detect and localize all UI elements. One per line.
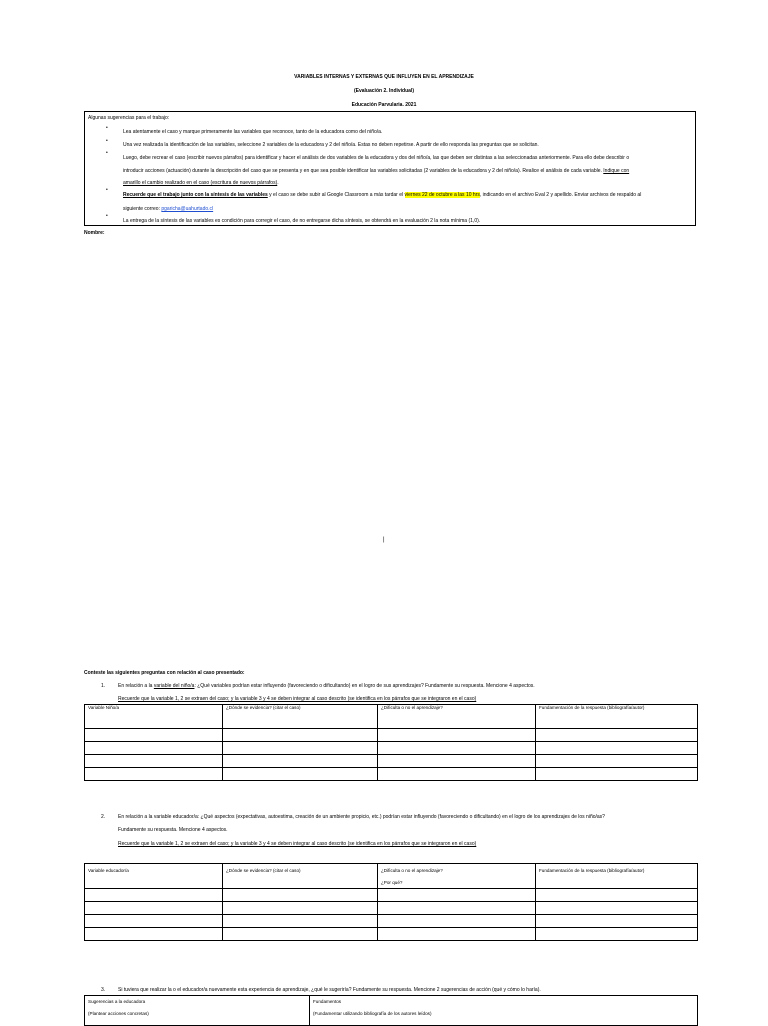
table-row [85,755,698,768]
q1-reminder: Recuerde que la variable 1, 2 se extraen del caso; y la variable 3 y 4 se deben integrar al caso descrito (se identifica en los párrafos que se integraron en el caso) [118,696,477,702]
table-row [85,768,698,781]
q2-reminder: Recuerde que la variable 1, 2 se extraen del caso; y la variable 3 y 4 se deben integrar al caso descrito (se identifica en los párrafos que se integraron en el caso) [118,841,477,847]
table-header-sub: (Fundamentar utilizando bibliografía de los autores leídos) [313,1010,432,1016]
table-header-text-2: ¿Por qué? [381,879,403,885]
table-cell[interactable] [378,902,536,915]
bullet-icon: • [106,138,108,144]
q1-table [84,704,698,781]
document-subtitle: (Evaluación 2. Individual) [353,88,414,94]
table-header-fundamentos [310,996,698,1026]
suggestion-item-3c-underline: amarillo el cambio realizado en el caso (escritura de nuevos párrafos) [123,180,278,186]
table-cell[interactable] [536,889,698,902]
table-cell[interactable] [378,742,536,755]
table-cell[interactable] [223,768,378,781]
table-cell[interactable] [85,755,223,768]
q3-table [84,995,698,1026]
table-cell[interactable] [85,915,223,928]
table-cell[interactable] [378,768,536,781]
table-cell[interactable] [223,928,378,941]
table-cell[interactable] [378,915,536,928]
q1-text-b: : ¿Qué variables podrían estar influyendo (favoreciendo o dificultando) en el logro de sus aprendizajes? Fundamente su respuesta. Mencione 4 aspectos. [194,683,535,689]
suggestion-item-4 [123,192,693,198]
table-header: Fundamentación de la respuesta (bibliografía/autor) [536,864,698,889]
deadline-highlight: viernes 22 de octubre a las 10 hrs [404,192,480,198]
table-cell[interactable] [85,768,223,781]
q1-text [118,683,708,689]
suggestion-item-4b [123,206,693,212]
table-header: ¿Dónde se evidencia? (citar el caso) [223,705,378,729]
bullet-icon: • [106,125,108,131]
table-row [85,928,698,941]
q2-table [84,863,698,941]
table-header: ¿Dónde se evidencia? (citar el caso) [223,864,378,889]
suggestion-item-4-bold: Recuerde que el trabajo junto con la síntesis de las variables [123,192,268,198]
suggestion-item-3b-underline: Indique con [603,168,630,174]
table-cell[interactable] [536,915,698,928]
table-header-text: Sugerencias a la educadora [88,999,146,1004]
table-cell[interactable] [536,755,698,768]
table-row [85,889,698,902]
table-cell[interactable] [378,889,536,902]
table-header-row [85,864,698,889]
q3-number: 3. [101,987,106,993]
suggestion-item-4-end: , indicando en el archivo Eval 2 y apellido. Enviar archivos de respaldo al [479,192,642,198]
table-header-row [85,705,698,729]
table-header-row [85,996,698,1026]
table-cell[interactable] [223,729,378,742]
suggestion-item-4b-text: siguiente correo: [123,206,162,212]
table-cell[interactable] [378,755,536,768]
course-label: Educación Parvularia. 2021 [351,102,417,108]
table-cell[interactable] [536,742,698,755]
table-cell[interactable] [223,755,378,768]
suggestion-item-4-mid: y el caso se debe subir al Google Classroom a más tardar el [267,192,405,198]
bullet-icon: • [106,213,108,219]
document-title: VARIABLES INTERNAS Y EXTERNAS QUE INFLUYEN EN EL APRENDIZAJE [294,74,474,80]
table-cell[interactable] [536,928,698,941]
table-cell[interactable] [378,928,536,941]
suggestion-item-3b-text: introducir acciones (actuación) durante la descripción del caso que se presenta y en que sea posible identificar las variables solicitadas (2 variables de la educadora y 2 del niño/a). Realice el análisis de cada variable. [123,168,604,174]
table-header: Variable Niño/a [85,705,223,729]
table-header-text: ¿Dificulta o no el aprendizaje? [381,868,443,873]
q1-text-underline: variable del niño/a [153,683,195,689]
suggestion-item-3a: Luego, debe recrear el caso (escribir nuevos párrafos) para identificar y hacer el análisis de dos variables de la educadora y dos del niño/a, las que deben ser distintas a las seleccionadas anteriormente. Para ello debe describir o [123,155,630,161]
table-cell[interactable] [223,742,378,755]
q2-text: En relación a la variable educador/a: ¿Qué aspectos (expectativas, autoestima, creación de un ambiente propicio, etc.) podrían estar influyendo (favoreciendo o dificultando) en el logro de los aprendizajes de los niño/as? [118,814,605,820]
suggestion-item-3b [123,168,693,174]
table-cell[interactable] [223,889,378,902]
table-row [85,742,698,755]
table-header-dificulta [378,864,536,889]
table-header: Variable educador/a [85,864,223,889]
table-cell[interactable] [536,729,698,742]
table-row [85,902,698,915]
table-header-sub: (Plantear acciones concretas) [88,1010,149,1016]
suggestions-heading: Algunas sugerencias para el trabajo: [88,115,170,121]
table-cell[interactable] [85,928,223,941]
questions-heading: Conteste las siguientes preguntas con relación al caso presentado: [84,670,245,676]
q2-number: 2. [101,814,106,820]
table-cell[interactable] [85,902,223,915]
table-header-suggestions [85,996,310,1026]
suggestions-box [84,111,696,226]
table-cell[interactable] [85,729,223,742]
suggestion-item-5: La entrega de la síntesis de las variables es condición para corregir el caso, de no entregarse dicha síntesis, se obtendrá en la evaluación 2 la nota mínima (1,0). [123,218,481,224]
suggestion-item-2: Una vez realizada la identificación de las variables, seleccione 2 variables de la educadora y 2 del niño/a. Estas no deben repetirse. A partir de ello responda las preguntas que se solicitan. [123,142,539,148]
table-cell[interactable] [85,889,223,902]
table-cell[interactable] [223,915,378,928]
q1-number: 1. [101,683,106,689]
table-cell[interactable] [223,902,378,915]
name-label: Nombre: [84,230,105,236]
suggestion-item-1: Lea atentamente el caso y marque primeramente las variables que reconoce, tanto de la educadora como del niño/a. [123,129,383,135]
table-cell[interactable] [378,729,536,742]
email-link[interactable]: pgaricha@uahurtado.cl [161,206,214,212]
table-row [85,915,698,928]
q2-text-2: Fundamente su respuesta. Mencione 4 aspectos. [118,827,228,833]
table-header-text: Fundamentos [313,999,342,1004]
table-cell[interactable] [536,902,698,915]
table-header: Fundamentación de la respuesta (bibliografía/autor) [536,705,698,729]
page-mark: | [383,537,385,543]
table-row [85,729,698,742]
bullet-icon: • [106,150,108,156]
suggestion-item-3c [123,180,693,186]
table-header: ¿Dificulta o no el aprendizaje? [378,705,536,729]
suggestion-item-3c-end: . [277,180,279,186]
table-cell[interactable] [536,768,698,781]
q1-text-a: En relación a la [118,683,154,689]
table-cell[interactable] [85,742,223,755]
bullet-icon: • [106,187,108,193]
q3-text: Si tuviera que realizar la o el educador/a nuevamente esta experiencia de aprendizaje, ¿qué le sugeriría? Fundamente su respuesta. Mencione 2 sugerencias de acción (qué y cómo lo haría). [118,987,541,993]
